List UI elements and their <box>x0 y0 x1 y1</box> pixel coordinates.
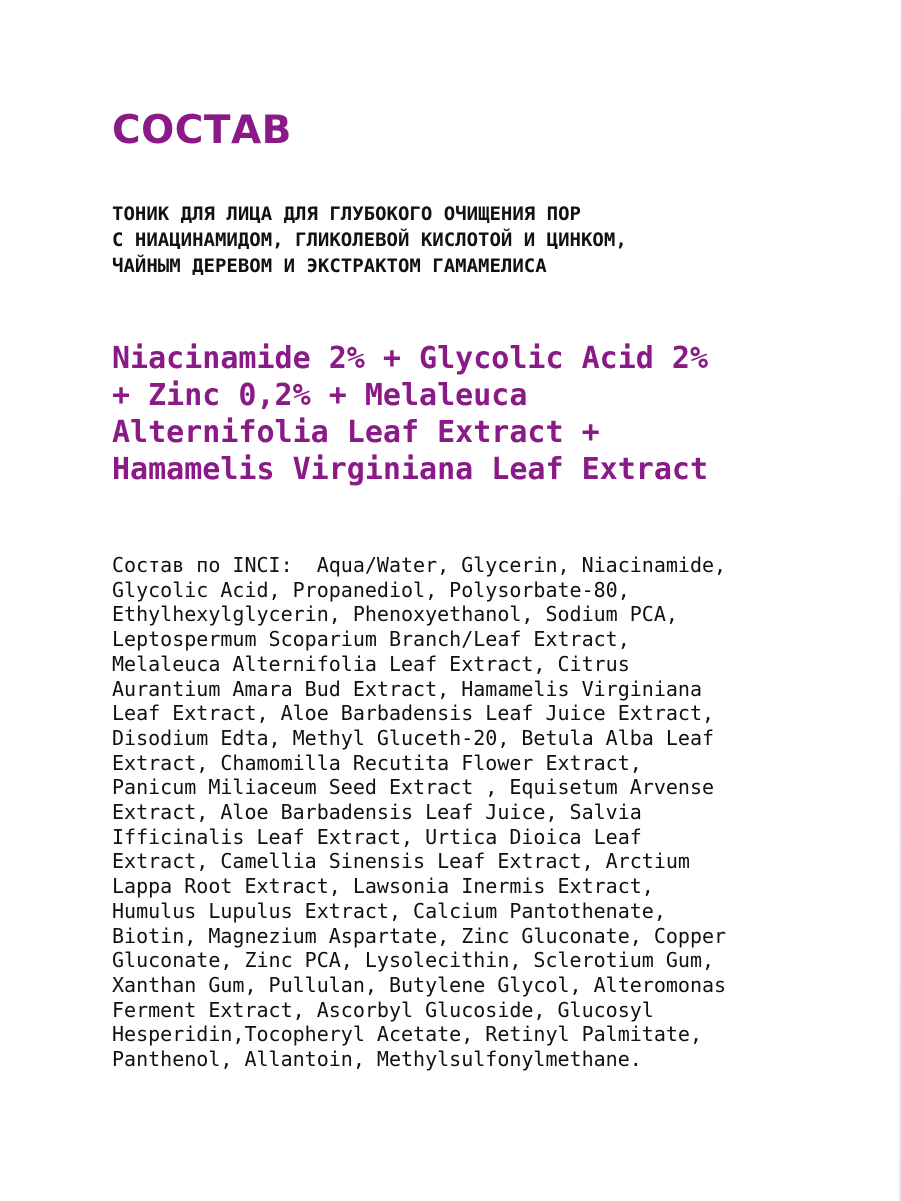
product-description-line: С НИАЦИНАМИДОМ, ГЛИКОЛЕВОЙ КИСЛОТОЙ И ЦИНКОМ, <box>112 229 627 251</box>
active-ingredients-formula <box>112 340 872 488</box>
inci-line: Ifficinalis Leaf Extract, Urtica Dioica Leaf <box>112 824 642 849</box>
inci-line: Extract, Camellia Sinensis Leaf Extract, Arctium <box>112 849 690 874</box>
inci-line: Gluconate, Zinc PCA, Lysolecithin, Sclerotium Gum, <box>112 948 715 973</box>
product-description-line: ЧАЙНЫМ ДЕРЕВОМ И ЭКСТРАКТОМ ГАМАМЕЛИСА <box>112 255 547 277</box>
inci-line: Hesperidin,Tocopheryl Acetate, Retinyl Palmitate, <box>112 1022 703 1047</box>
inci-line: Disodium Edta, Methyl Gluceth-20, Betula Alba Leaf <box>112 725 715 750</box>
inci-line: Panthenol, Allantoin, Methylsulfonylmethane. <box>112 1047 642 1072</box>
inci-line: Melaleuca Alternifolia Leaf Extract, Citrus <box>112 651 630 676</box>
product-description-line: ТОНИК ДЛЯ ЛИЦА ДЛЯ ГЛУБОКОГО ОЧИЩЕНИЯ ПОР <box>112 203 581 225</box>
formula-line: Niacinamide 2% + Glycolic Acid 2% <box>112 341 709 376</box>
inci-line: Extract, Aloe Barbadensis Leaf Juice, Salvia <box>112 800 642 825</box>
inci-line: Leptospermum Scoparium Branch/Leaf Extract, <box>112 627 630 652</box>
inci-line: Lappa Root Extract, Lawsonia Inermis Extract, <box>112 874 654 899</box>
inci-line: Humulus Lupulus Extract, Calcium Pantothenate, <box>112 898 666 923</box>
inci-line: Aurantium Amara Bud Extract, Hamamelis Virginiana <box>112 676 703 701</box>
inci-line: Xanthan Gum, Pullulan, Butylene Glycol, Alteromonas <box>112 972 727 997</box>
formula-line: + Zinc 0,2% + Melaleuca <box>112 378 528 413</box>
inci-line: Ferment Extract, Ascorbyl Glucoside, Glucosyl <box>112 997 654 1022</box>
inci-line: Panicum Miliaceum Seed Extract , Equisetum Arvense <box>112 775 715 800</box>
page-title: СОСТАВ <box>112 108 292 153</box>
product-description <box>112 201 832 279</box>
inci-line: Состав по INCI: Aqua/Water, Glycerin, Niacinamide, <box>112 553 727 577</box>
formula-line: Hamamelis Virginiana Leaf Extract <box>112 452 709 487</box>
formula-line: Alternifolia Leaf Extract + <box>112 415 600 450</box>
inci-line: Ethylhexylglycerin, Phenoxyethanol, Sodium PCA, <box>112 602 678 627</box>
inci-line: Extract, Chamomilla Recutita Flower Extract, <box>112 750 642 775</box>
inci-line: Biotin, Magnezium Aspartate, Zinc Gluconate, Copper <box>112 923 727 948</box>
inci-line: Leaf Extract, Aloe Barbadensis Leaf Juice Extract, <box>112 701 715 726</box>
inci-line: Glycolic Acid, Propanediol, Polysorbate-80, <box>112 577 630 602</box>
inci-ingredients-list <box>112 553 872 1072</box>
